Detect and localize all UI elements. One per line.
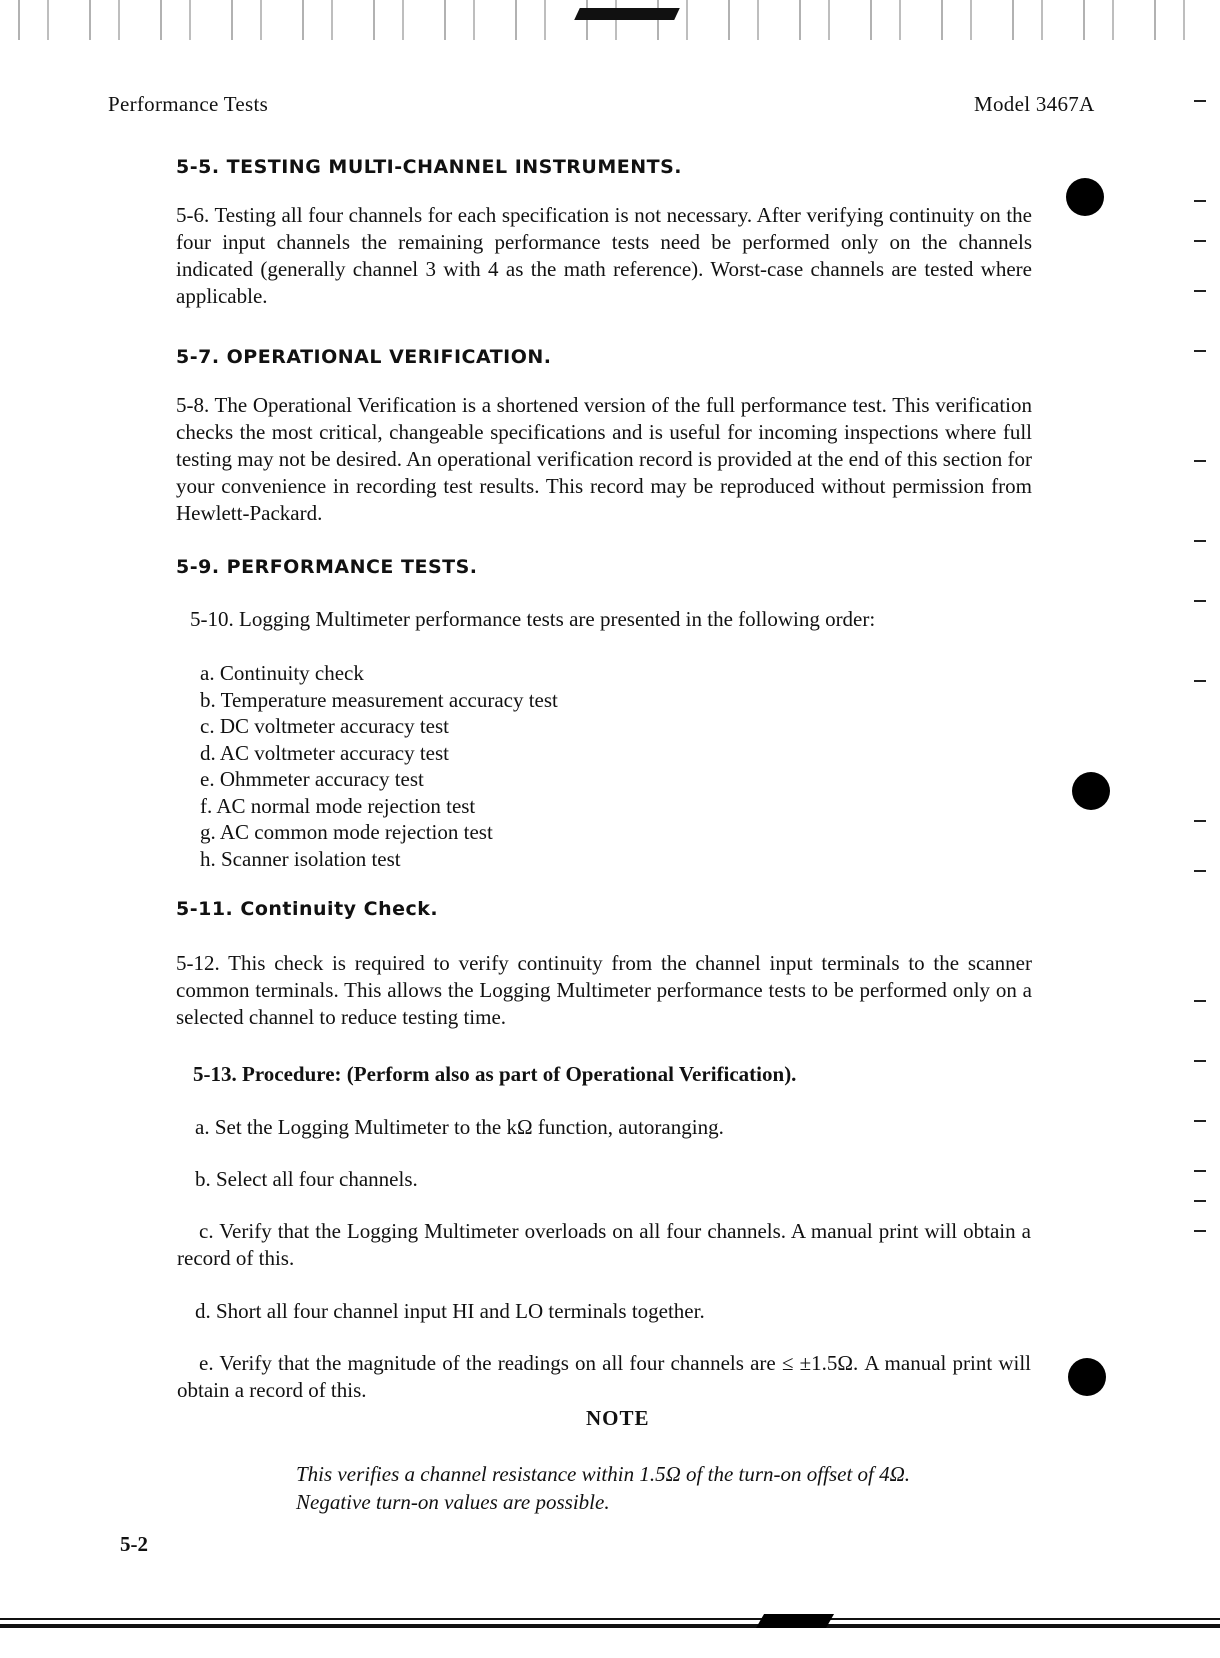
list-item: a. Continuity check [200,661,364,685]
paragraph-5-12: 5-12. This check is required to verify continuity from the channel input terminals to the scanner common terminals. This allows the Logging Multimeter performance tests to be performed only on a selected channel to reduce testing time. [176,951,1032,1029]
paragraph-5-10: 5-10. Logging Multimeter performance tests are presented in the following order: [190,607,876,631]
scan-margin-marks [1180,40,1220,1600]
page-header-model: Model 3467A [974,92,1095,116]
note-text: This verifies a channel resistance within 1.5Ω of the turn-on offset of 4Ω. Negative turn-on values are possible. [296,1462,911,1514]
list-item: e. Ohmmeter accuracy test [200,767,424,791]
procedure-step-c: c. Verify that the Logging Multimeter overloads on all four channels. A manual print will obtain a record of this. [177,1219,1031,1270]
test-order-list [200,660,558,872]
list-item: b. Temperature measurement accuracy test [200,687,558,712]
procedure-step-b: b. Select all four channels. [195,1167,418,1191]
heading-performance-tests: 5-9. PERFORMANCE TESTS. [176,556,478,578]
list-item: g. AC common mode rejection test [200,820,493,844]
heading-operational-verification: 5-7. OPERATIONAL VERIFICATION. [176,346,552,368]
procedure-step-d: d. Short all four channel input HI and LO terminals together. [195,1299,705,1323]
page-number: 5-2 [120,1532,148,1556]
note-label: NOTE [586,1406,650,1430]
scan-artifact-blot [574,8,680,20]
list-item: h. Scanner isolation test [200,846,401,871]
punch-hole-bottom [1068,1358,1106,1396]
scan-artifact-bottom [756,1614,834,1628]
punch-hole-top [1066,178,1104,216]
list-item: d. AC voltmeter accuracy test [200,740,449,765]
bottom-rule [0,1618,1220,1628]
scan-artifact-top [0,0,1220,40]
procedure-step-a: a. Set the Logging Multimeter to the kΩ function, autoranging. [195,1115,724,1139]
heading-continuity-check: 5-11. Continuity Check. [176,898,439,920]
paragraph-5-6: 5-6. Testing all four channels for each specification is not necessary. After verifying continuity on the four input channels the remaining performance tests need be performed only on the channels indicated (generally channel 3 with 4 as the math reference). Worst-case channels are tested where applicable. [176,203,1032,308]
procedure-title: 5-13. Procedure: (Perform also as part of Operational Verification). [193,1062,797,1086]
page-header-section: Performance Tests [108,92,269,116]
paragraph-5-8: 5-8. The Operational Verification is a shortened version of the full performance test. This verification checks the most critical, changeable specifications and is useful for incoming inspections where full testing may not be desired. An operational verification record is provided at the end of this section for your convenience in recording test results. This record may be reproduced without permission from Hewlett-Packard. [176,393,1032,525]
procedure-step-e: e. Verify that the magnitude of the readings on all four channels are ≤ ±1.5Ω. A manual print will obtain a record of this. [177,1351,1031,1402]
list-item: f. AC normal mode rejection test [200,793,476,818]
punch-hole-middle [1072,772,1110,810]
heading-multi-channel: 5-5. TESTING MULTI-CHANNEL INSTRUMENTS. [176,156,683,178]
list-item: c. DC voltmeter accuracy test [200,714,449,738]
